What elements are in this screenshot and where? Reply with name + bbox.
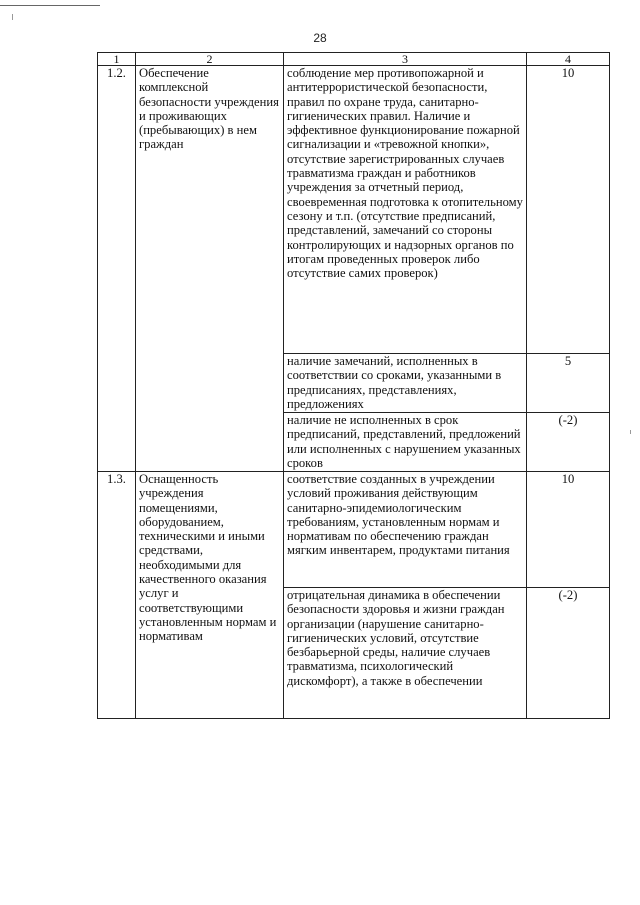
indicator-text: наличие не исполненных в срок предписаний, представлений, предложений или исполненных с нарушением указанных сроков — [284, 413, 527, 472]
indicator-text: отрицательная динамика в обеспечении безопасности здоровья и жизни граждан организации (нарушение санитарно-гигиенических условий, отсутствие безбарьерной среды, наличие случаев травматизма, психологический дискомфорт), а также в обеспечении — [284, 588, 527, 719]
scan-mark-left — [12, 14, 13, 20]
score-value: 10 — [527, 472, 610, 588]
score-value: (-2) — [527, 588, 610, 719]
table-header-row — [98, 53, 610, 66]
header-col-3: 3 — [284, 53, 527, 66]
score-value: (-2) — [527, 413, 610, 472]
indicator-text: соблюдение мер противопожарной и антитеррористической безопасности, правил по охране труда, санитарно-гигиенических правил. Наличие и эффективное функционирование пожарной сигнализации и «тревожной кнопки», отсутствие зарегистрированных случаев травматизма граждан и работников учреждения за отчетный период, своевременная подготовка к отопительному сезону и т.п. (отсутствие предписаний, представлений, замечаний со стороны контролирующих и надзорных органов по итогам проведенных проверок либо отсутствие самих проверок) — [284, 66, 527, 354]
header-col-2: 2 — [136, 53, 284, 66]
table-row — [98, 472, 610, 588]
indicator-text: наличие замечаний, исполненных в соответствии со сроками, указанными в предписаниях, представлениях, предложениях — [284, 354, 527, 413]
score-value: 10 — [527, 66, 610, 354]
scan-edge-line — [0, 5, 100, 6]
header-col-4: 4 — [527, 53, 610, 66]
criterion-text: Оснащенность учреждения помещениями, оборудованием, техническими и иными средствами, необходимыми для качественного оказания услуг и соответствующими установленным нормам и нормативам — [136, 472, 284, 719]
item-number: 1.2. — [98, 66, 136, 472]
score-value: 5 — [527, 354, 610, 413]
table-row — [98, 66, 610, 354]
criterion-text: Обеспечение комплексной безопасности учреждения и проживающих (пребывающих) в нем граждан — [136, 66, 284, 472]
page-number: 28 — [313, 31, 327, 45]
criteria-table — [97, 52, 610, 719]
header-col-1: 1 — [98, 53, 136, 66]
scan-mark-right — [630, 430, 631, 434]
indicator-text: соответствие созданных в учреждении условий проживания действующим санитарно-эпидемиологическим требованиям, установленным нормам и нормативам по обеспечению граждан мягким инвентарем, продуктами питания — [284, 472, 527, 588]
item-number: 1.3. — [98, 472, 136, 719]
